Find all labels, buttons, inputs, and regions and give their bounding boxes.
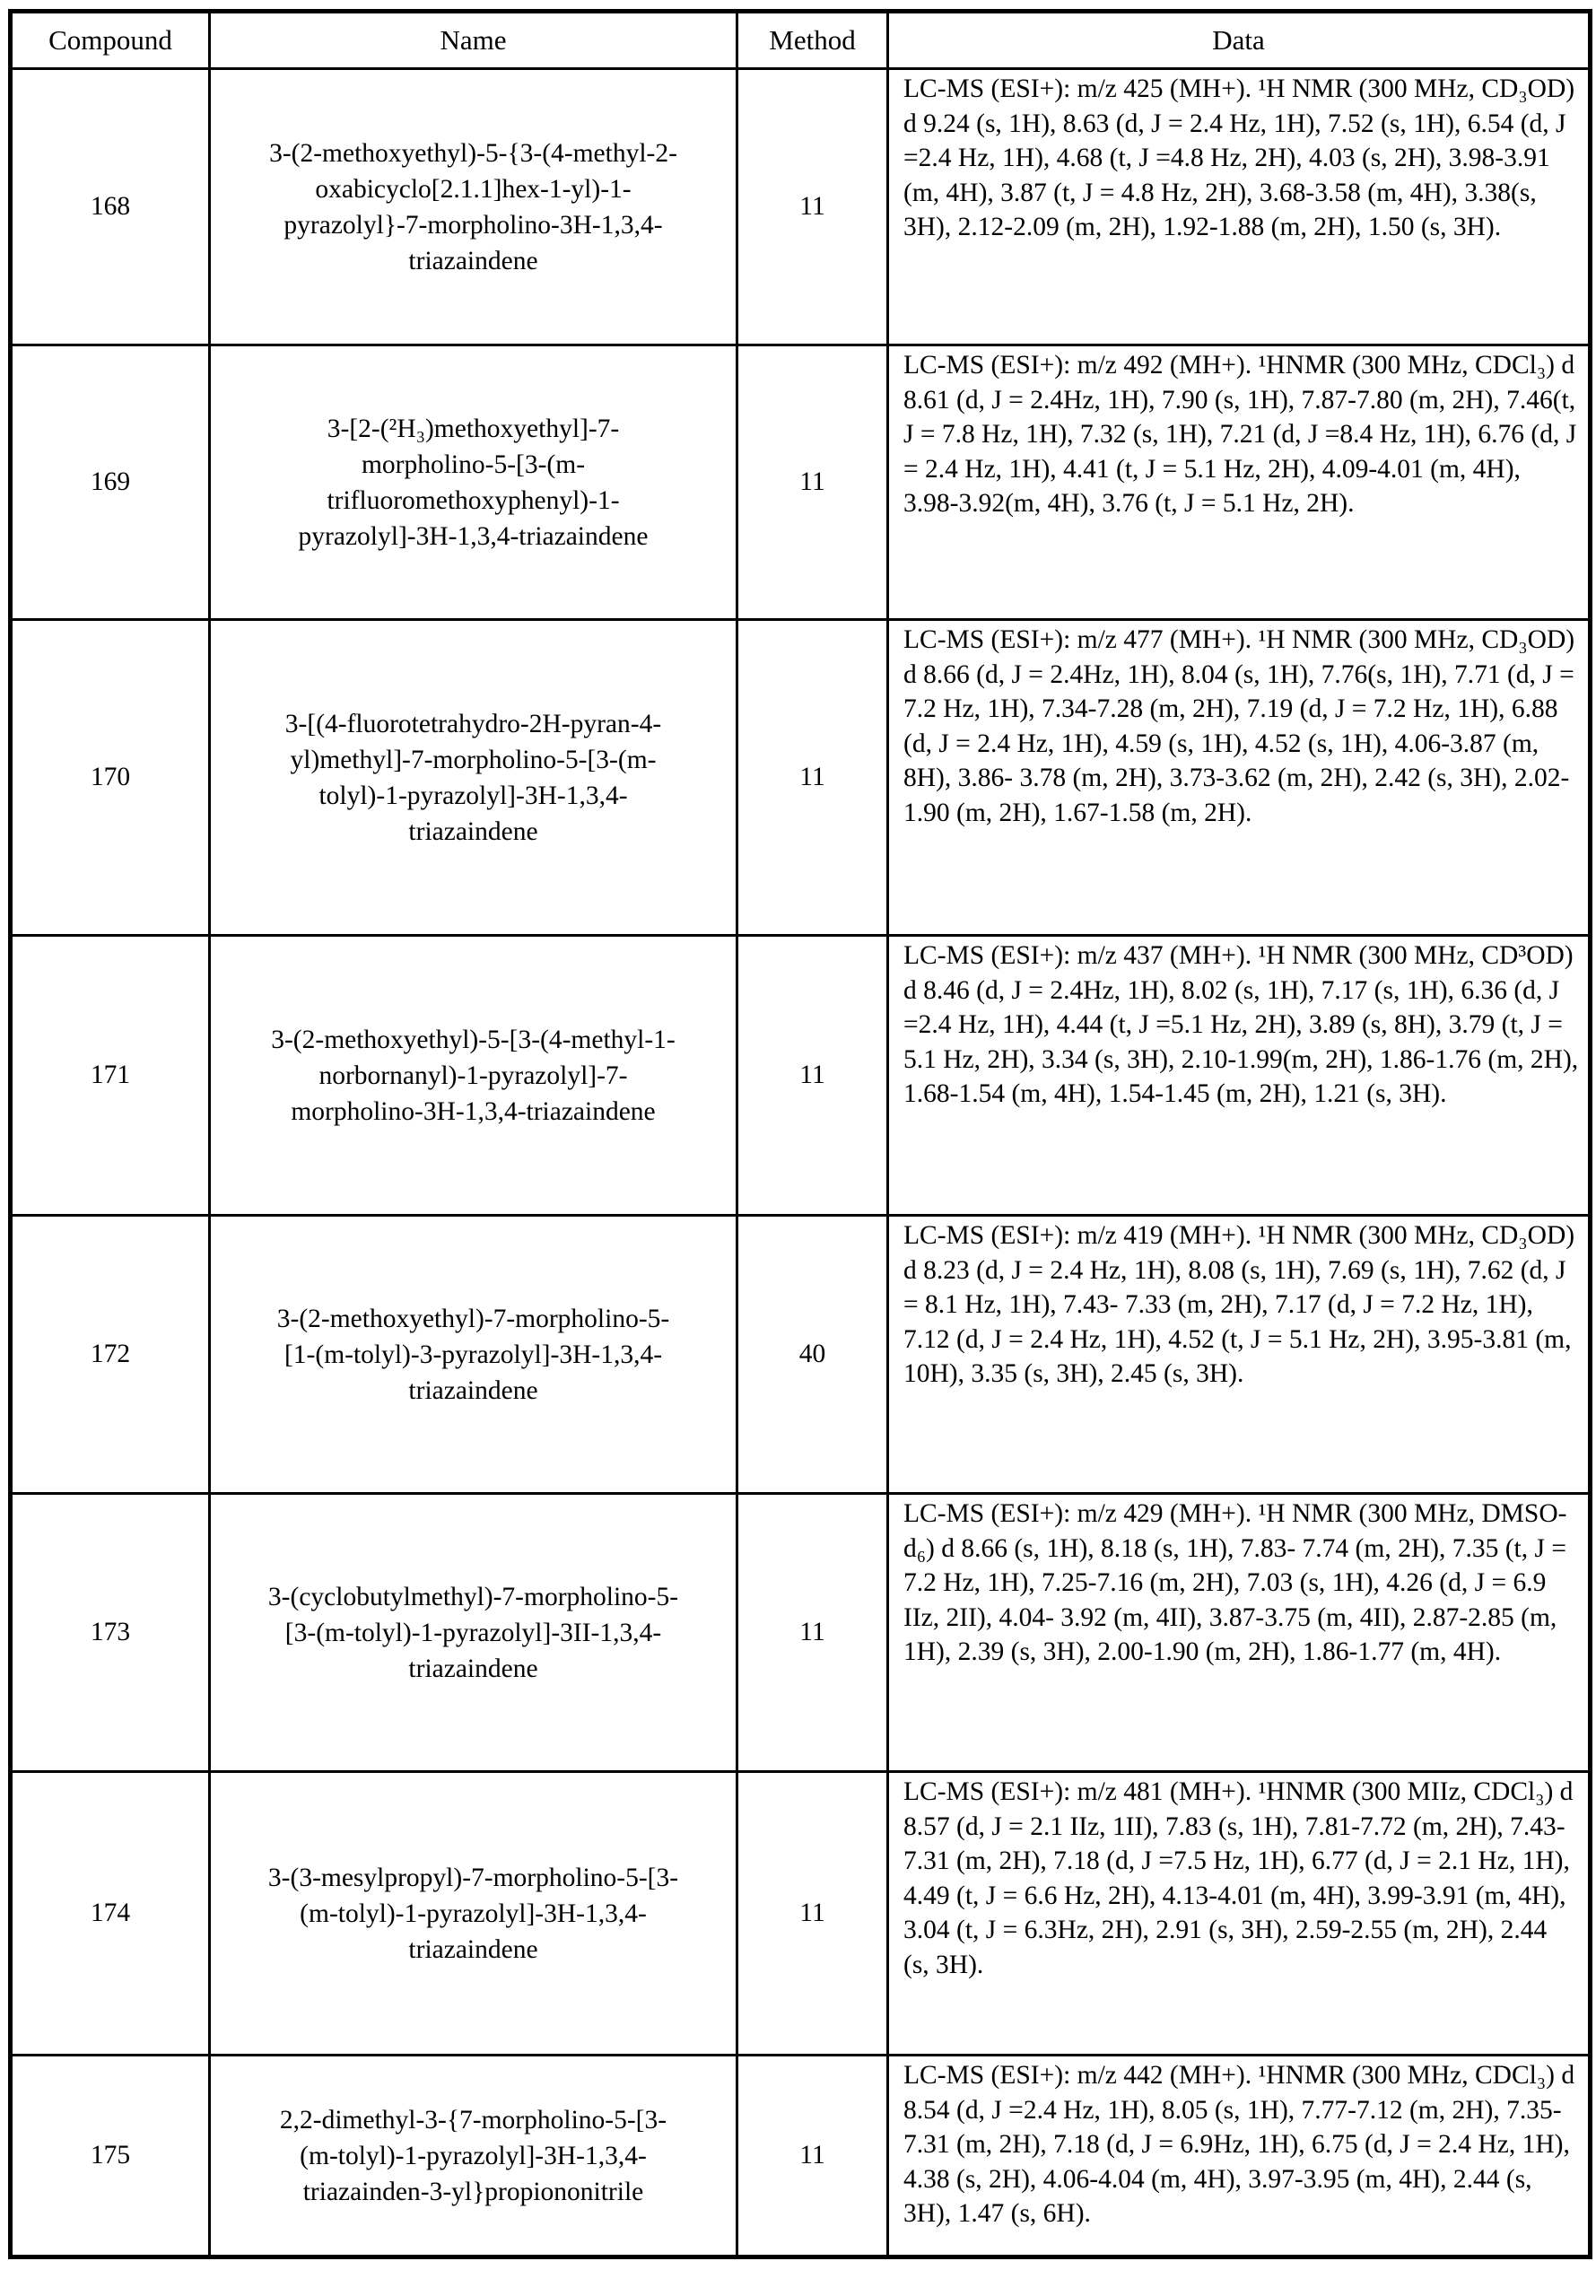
compound-number: 168: [11, 69, 210, 345]
table-row: [11, 1216, 1591, 1494]
compound-data: LC-MS (ESI+): m/z 481 (MH+). ¹HNMR (300 MIIz, CDCl₃) d 8.57 (d, J = 2.1 IIz, 1II), 7.83 (s, 1H), 7.81-7.72 (m, 2H), 7.43-7.31 (m, 2H), 7.18 (d, J =7.5 Hz, 1H), 6.77 (d, J = 2.1 Hz, 1H), 4.49 (t, J = 6.6 Hz, 2H), 4.13-4.01 (m, 4H), 3.99-3.91 (m, 4H), 3.04 (t, J = 6.3Hz, 2H), 2.91 (s, 3H), 2.59-2.55 (m, 2H), 2.44 (s, 3H).: [888, 1772, 1591, 2056]
table-row: [11, 345, 1591, 620]
compound-name: 3-(2-methoxyethyl)-5-[3-(4-methyl-1-norbornanyl)-1-pyrazolyl]-7-morpholino-3H-1,3,4-triazaindene: [210, 936, 737, 1216]
table-row: [11, 1494, 1591, 1772]
compound-name: 3-(3-mesylpropyl)-7-morpholino-5-[3-(m-tolyl)-1-pyrazolyl]-3H-1,3,4-triazaindene: [210, 1772, 737, 2056]
header-data: Data: [888, 12, 1591, 69]
compound-data: LC-MS (ESI+): m/z 419 (MH+). ¹H NMR (300 MHz, CD₃OD) d 8.23 (d, J = 2.4 Hz, 1H), 8.08 (s, 1H), 7.69 (s, 1H), 7.62 (d, J = 8.1 Hz, 1H), 7.43- 7.33 (m, 2H), 7.17 (d, J = 7.2 Hz, 1H), 7.12 (d, J = 2.4 Hz, 1H), 4.52 (t, J = 5.1 Hz, 2H), 3.95-3.81 (m, 10H), 3.35 (s, 3H), 2.45 (s, 3H).: [888, 1216, 1591, 1494]
compound-method: 40: [737, 1216, 888, 1494]
table-row: [11, 1772, 1591, 2056]
compound-number: 171: [11, 936, 210, 1216]
compound-name: 3-[2-(²H₃)methoxyethyl]-7-morpholino-5-[3-(m-trifluoromethoxyphenyl)-1-pyrazolyl]-3H-1,3,4-triazaindene: [210, 345, 737, 620]
compound-name: 3-(2-methoxyethyl)-5-{3-(4-methyl-2-oxabicyclo[2.1.1]hex-1-yl)-1-pyrazolyl}-7-morpholino-3H-1,3,4-triazaindene: [210, 69, 737, 345]
compound-data: LC-MS (ESI+): m/z 442 (MH+). ¹HNMR (300 MHz, CDCl₃) d 8.54 (d, J =2.4 Hz, 1H), 8.05 (s, 1H), 7.77-7.12 (m, 2H), 7.35-7.31 (m, 2H), 7.18 (d, J = 6.9Hz, 1H), 6.75 (d, J = 2.4 Hz, 1H), 4.38 (s, 2H), 4.06-4.04 (m, 4H), 3.97-3.95 (m, 4H), 2.44 (s, 3H), 1.47 (s, 6H).: [888, 2056, 1591, 2257]
compound-method: 11: [737, 69, 888, 345]
compound-number: 170: [11, 620, 210, 936]
compound-name: 2,2-dimethyl-3-{7-morpholino-5-[3-(m-tolyl)-1-pyrazolyl]-3H-1,3,4-triazainden-3-yl}propiononitrile: [210, 2056, 737, 2257]
compound-method: 11: [737, 345, 888, 620]
compound-method: 11: [737, 1772, 888, 2056]
table-row: [11, 620, 1591, 936]
table-row: [11, 2056, 1591, 2257]
compound-number: 172: [11, 1216, 210, 1494]
compound-number: 173: [11, 1494, 210, 1772]
compound-data: LC-MS (ESI+): m/z 429 (MH+). ¹H NMR (300 MHz, DMSO-d₆) d 8.66 (s, 1H), 8.18 (s, 1H), 7.83- 7.74 (m, 2H), 7.35 (t, J = 7.2 Hz, 1H), 7.25-7.16 (m, 2H), 7.03 (s, 1H), 4.26 (d, J = 6.9 IIz, 2II), 4.04- 3.92 (m, 4II), 3.87-3.75 (m, 4II), 2.87-2.85 (m, 1H), 2.39 (s, 3H), 2.00-1.90 (m, 2H), 1.86-1.77 (m, 4H).: [888, 1494, 1591, 1772]
compound-name: 3-[(4-fluorotetrahydro-2H-pyran-4-yl)methyl]-7-morpholino-5-[3-(m-tolyl)-1-pyrazolyl]-3H-1,3,4-triazaindene: [210, 620, 737, 936]
compound-data: LC-MS (ESI+): m/z 477 (MH+). ¹H NMR (300 MHz, CD₃OD) d 8.66 (d, J = 2.4Hz, 1H), 8.04 (s, 1H), 7.76(s, 1H), 7.71 (d, J = 7.2 Hz, 1H), 7.34-7.28 (m, 2H), 7.19 (d, J = 7.2 Hz, 1H), 6.88 (d, J = 2.4 Hz, 1H), 4.59 (s, 1H), 4.52 (s, 1H), 4.06-3.87 (m, 8H), 3.86- 3.78 (m, 2H), 3.73-3.62 (m, 2H), 2.42 (s, 3H), 2.02-1.90 (m, 2H), 1.67-1.58 (m, 2H).: [888, 620, 1591, 936]
table-row: [11, 936, 1591, 1216]
compound-method: 11: [737, 620, 888, 936]
compound-data: LC-MS (ESI+): m/z 437 (MH+). ¹H NMR (300 MHz, CD³OD) d 8.46 (d, J = 2.4Hz, 1H), 8.02 (s, 1H), 7.17 (s, 1H), 6.36 (d, J =2.4 Hz, 1H), 4.44 (t, J =5.1 Hz, 2H), 3.89 (s, 8H), 3.79 (t, J = 5.1 Hz, 2H), 3.34 (s, 3H), 2.10-1.99(m, 2H), 1.86-1.76 (m, 2H), 1.68-1.54 (m, 4H), 1.54-1.45 (m, 2H), 1.21 (s, 3H).: [888, 936, 1591, 1216]
compound-data: LC-MS (ESI+): m/z 425 (MH+). ¹H NMR (300 MHz, CD₃OD) d 9.24 (s, 1H), 8.63 (d, J = 2.4 Hz, 1H), 7.52 (s, 1H), 6.54 (d, J =2.4 Hz, 1H), 4.68 (t, J =4.8 Hz, 2H), 4.03 (s, 2H), 3.98-3.91 (m, 4H), 3.87 (t, J = 4.8 Hz, 2H), 3.68-3.58 (m, 4H), 3.38(s, 3H), 2.12-2.09 (m, 2H), 1.92-1.88 (m, 2H), 1.50 (s, 3H).: [888, 69, 1591, 345]
compound-number: 169: [11, 345, 210, 620]
compound-table: [8, 9, 1592, 2259]
compound-method: 11: [737, 936, 888, 1216]
header-method: Method: [737, 12, 888, 69]
header-name: Name: [210, 12, 737, 69]
header-compound: Compound: [11, 12, 210, 69]
header-row: [11, 12, 1591, 69]
compound-method: 11: [737, 2056, 888, 2257]
table-row: [11, 69, 1591, 345]
compound-number: 174: [11, 1772, 210, 2056]
compound-number: 175: [11, 2056, 210, 2257]
compound-name: 3-(2-methoxyethyl)-7-morpholino-5-[1-(m-tolyl)-3-pyrazolyl]-3H-1,3,4-triazaindene: [210, 1216, 737, 1494]
compound-name: 3-(cyclobutylmethyl)-7-morpholino-5-[3-(m-tolyl)-1-pyrazolyl]-3II-1,3,4-triazaindene: [210, 1494, 737, 1772]
compound-method: 11: [737, 1494, 888, 1772]
compound-data: LC-MS (ESI+): m/z 492 (MH+). ¹HNMR (300 MHz, CDCl₃) d 8.61 (d, J = 2.4Hz, 1H), 7.90 (s, 1H), 7.87-7.80 (m, 2H), 7.46(t, J = 7.8 Hz, 1H), 7.32 (s, 1H), 7.21 (d, J =8.4 Hz, 1H), 6.76 (d, J = 2.4 Hz, 1H), 4.41 (t, J = 5.1 Hz, 2H), 4.09-4.01 (m, 4H), 3.98-3.92(m, 4H), 3.76 (t, J = 5.1 Hz, 2H).: [888, 345, 1591, 620]
